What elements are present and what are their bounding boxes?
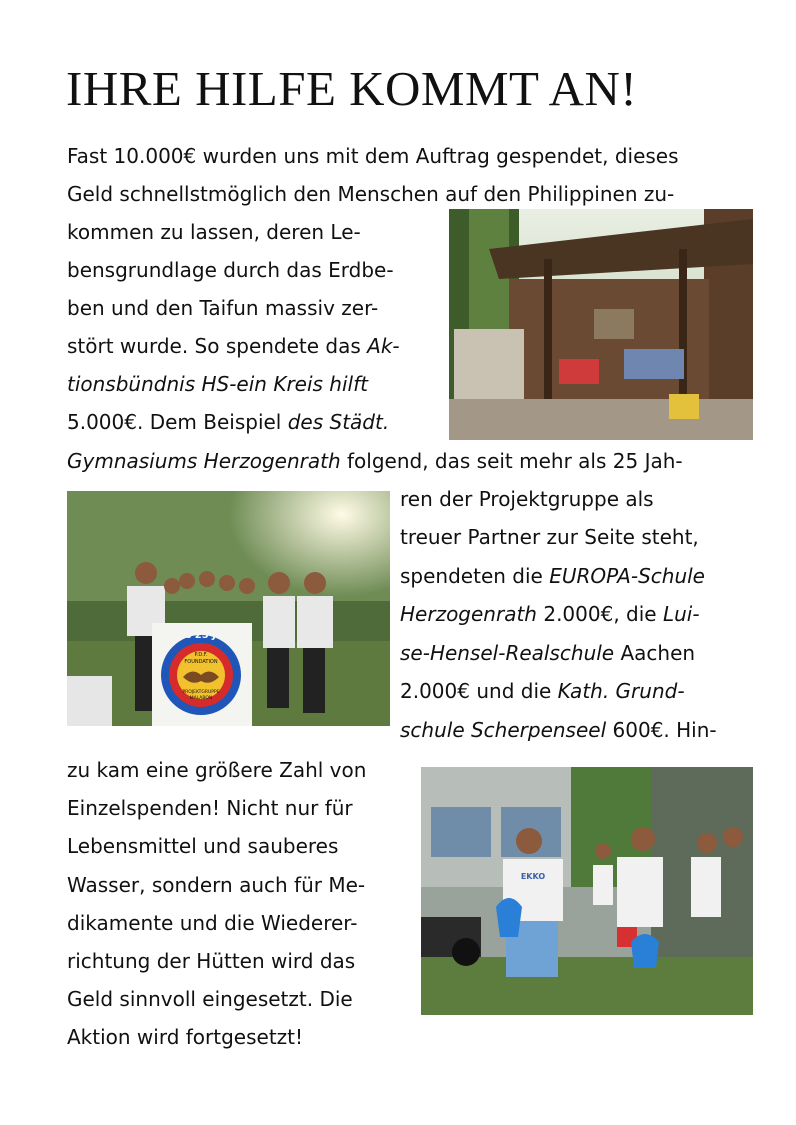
italic-text: Lui- <box>662 602 700 626</box>
text: bensgrundlage durch das Erdbe- <box>67 258 394 282</box>
text: stört wurde. So spendete das <box>67 334 368 358</box>
italic-text: Gymnasiums Herzogenrath <box>67 449 341 473</box>
body-line <box>400 563 705 589</box>
text: Einzelspenden! Nicht nur für <box>67 796 353 820</box>
text: folgend, das seit mehr als 25 Jah- <box>340 449 683 473</box>
text: dikamente und die Wiederer- <box>67 911 358 935</box>
body-line <box>67 795 353 821</box>
body-line <box>400 601 700 627</box>
banner-org-line1: P.D.F. <box>194 652 208 658</box>
banner-org-line3: PROJEKTGRUPPE <box>182 690 220 695</box>
text: richtung der Hütten wird das <box>67 949 356 973</box>
body-line <box>67 333 400 359</box>
body-line <box>67 181 674 207</box>
italic-text: Kath. Grund- <box>557 679 685 703</box>
text: Geld sinnvoll eingesetzt. Die <box>67 987 353 1011</box>
photo-group-banner <box>67 491 390 726</box>
body-line <box>67 219 361 245</box>
body-line <box>67 295 378 321</box>
body-line <box>67 409 389 435</box>
text: spendeten die <box>400 564 550 588</box>
banner-arc-text: Years 25 Jahre <box>160 630 242 641</box>
body-line <box>67 910 357 936</box>
text: Aachen <box>614 641 696 665</box>
italic-text: Herzogenrath <box>400 602 537 626</box>
text: 600€. Hin- <box>606 718 717 742</box>
body-line <box>67 986 353 1012</box>
italic-text: EUROPA-Schule <box>549 564 705 588</box>
banner-org-line4: MALABON <box>189 696 213 701</box>
text: Geld schnellstmöglich den Menschen auf den Philippinen zu- <box>67 182 675 206</box>
photo-damaged-hut <box>449 209 753 440</box>
text: 2.000€, die <box>536 602 663 626</box>
body-line <box>67 833 338 859</box>
text: 5.000€. Dem Beispiel <box>67 410 288 434</box>
photo-distribution <box>421 767 753 1015</box>
body-line <box>400 717 717 743</box>
text: Fast 10.000€ wurden uns mit dem Auftrag gespendet, dieses <box>67 144 679 168</box>
text: ben und den Taifun massiv zer- <box>67 296 379 320</box>
text: Lebensmittel und sauberes <box>67 834 339 858</box>
body-line <box>67 371 368 397</box>
text: treuer Partner zur Seite steht, <box>400 525 699 549</box>
body-line <box>67 872 365 898</box>
body-line <box>400 678 685 704</box>
italic-text: tionsbündnis HS-ein Kreis hilft <box>67 372 368 396</box>
body-line <box>400 524 699 550</box>
text: 2.000€ und die <box>400 679 558 703</box>
body-line <box>400 486 654 512</box>
banner-org-line2: FOUNDATION <box>184 659 218 665</box>
body-line <box>67 948 355 974</box>
body-line <box>67 757 366 783</box>
body-line <box>400 640 695 666</box>
body-line <box>67 1024 303 1050</box>
italic-text: des Städt. <box>287 410 390 434</box>
shirt-text: EKKO <box>520 872 546 881</box>
text: ren der Projektgruppe als <box>400 487 654 511</box>
italic-text: schule Scherpenseel <box>400 718 607 742</box>
body-line <box>67 448 683 474</box>
page-title: IHRE HILFE KOMMT AN! <box>66 61 638 116</box>
text: Wasser, sondern auch für Me- <box>67 873 366 897</box>
text: zu kam eine größere Zahl von <box>67 758 367 782</box>
body-line <box>67 257 394 283</box>
italic-text: Ak- <box>367 334 400 358</box>
text: kommen zu lassen, deren Le- <box>67 220 361 244</box>
italic-text: se-Hensel-Realschule <box>400 641 615 665</box>
body-line <box>67 143 679 169</box>
text: Aktion wird fortgesetzt! <box>67 1025 304 1049</box>
